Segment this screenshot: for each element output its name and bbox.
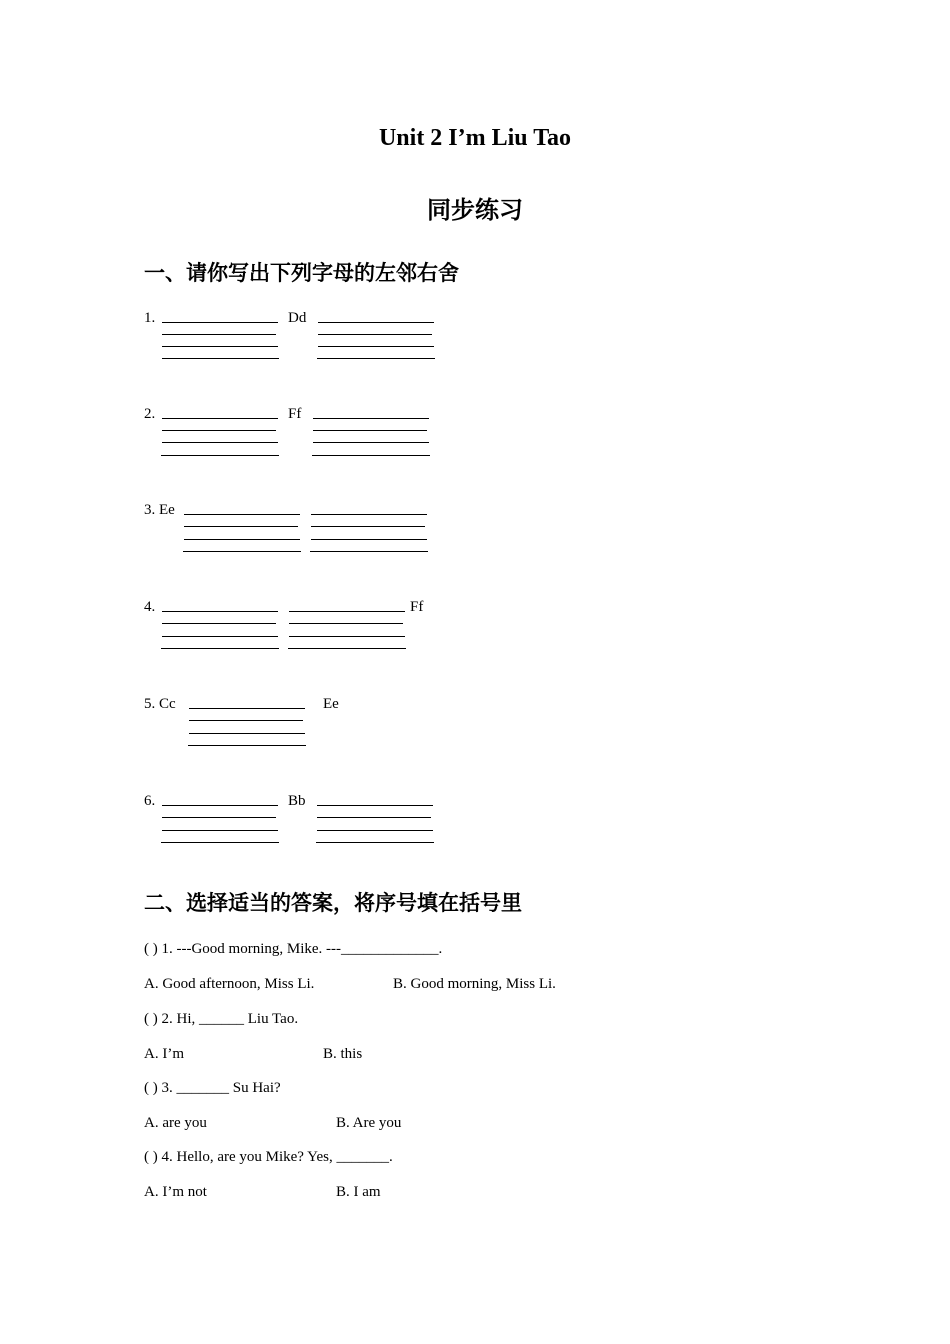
exercise-number: 4. [144, 599, 156, 615]
exercise-number: 6. [144, 793, 156, 809]
blank-line[interactable] [289, 636, 405, 637]
blank-line[interactable] [317, 358, 435, 359]
given-letter: Ff [410, 599, 424, 615]
blank-line[interactable] [162, 817, 276, 818]
question-stem: ( ) 3. _______ Su Hai? [144, 1080, 281, 1096]
blank-line[interactable] [183, 551, 301, 552]
blank-line[interactable] [189, 720, 303, 721]
option-a[interactable]: A. I’m not [144, 1184, 207, 1200]
page-subtitle: 同步练习 [427, 196, 523, 224]
blank-line[interactable] [313, 430, 427, 431]
given-letter: Bb [288, 793, 306, 809]
blank-line[interactable] [184, 514, 300, 515]
blank-line[interactable] [162, 322, 278, 323]
option-b[interactable]: B. I am [336, 1184, 381, 1200]
blank-line[interactable] [161, 842, 279, 843]
blank-line[interactable] [312, 455, 430, 456]
given-letter: Ee [323, 696, 339, 712]
blank-line[interactable] [313, 442, 429, 443]
blank-line[interactable] [317, 830, 433, 831]
blank-line[interactable] [311, 539, 427, 540]
blank-line[interactable] [316, 842, 434, 843]
option-a[interactable]: A. are you [144, 1115, 207, 1131]
blank-line[interactable] [318, 346, 434, 347]
blank-line[interactable] [310, 551, 428, 552]
blank-line[interactable] [318, 334, 432, 335]
exercise-number: 5. Cc [144, 696, 176, 712]
blank-line[interactable] [318, 322, 434, 323]
blank-line[interactable] [317, 817, 431, 818]
blank-line[interactable] [184, 539, 300, 540]
option-a[interactable]: A. Good afternoon, Miss Li. [144, 976, 315, 992]
blank-line[interactable] [162, 358, 279, 359]
exercise-number: 2. [144, 406, 156, 422]
given-letter: Ff [288, 406, 302, 422]
blank-line[interactable] [162, 611, 278, 612]
blank-line[interactable] [161, 455, 279, 456]
blank-line[interactable] [289, 611, 405, 612]
section1-heading: 一、请你写出下列字母的左邻右舍 [144, 261, 459, 285]
blank-line[interactable] [189, 733, 305, 734]
blank-line[interactable] [317, 805, 433, 806]
blank-line[interactable] [161, 648, 279, 649]
blank-line[interactable] [162, 442, 278, 443]
exercise-number: 3. Ee [144, 502, 175, 518]
section2-heading: 二、选择适当的答案，将序号填在括号里 [144, 891, 522, 915]
blank-line[interactable] [184, 526, 298, 527]
blank-line[interactable] [162, 830, 278, 831]
blank-line[interactable] [188, 745, 306, 746]
option-b[interactable]: B. Good morning, Miss Li. [393, 976, 556, 992]
blank-line[interactable] [288, 648, 406, 649]
blank-line[interactable] [162, 334, 276, 335]
blank-line[interactable] [162, 805, 278, 806]
page-title: Unit 2 I’m Liu Tao [378, 125, 572, 151]
question-stem: ( ) 2. Hi, ______ Liu Tao. [144, 1011, 299, 1027]
blank-line[interactable] [162, 623, 276, 624]
exercise-number: 1. [144, 310, 156, 326]
blank-line[interactable] [189, 708, 305, 709]
blank-line[interactable] [311, 514, 427, 515]
option-a[interactable]: A. I’m [144, 1046, 184, 1062]
blank-line[interactable] [162, 636, 278, 637]
blank-line[interactable] [289, 623, 403, 624]
blank-line[interactable] [313, 418, 429, 419]
option-b[interactable]: B. Are you [336, 1115, 402, 1131]
blank-line[interactable] [162, 418, 278, 419]
given-letter: Dd [288, 310, 307, 326]
question-stem: ( ) 4. Hello, are you Mike? Yes, _______. [144, 1149, 393, 1165]
option-b[interactable]: B. this [323, 1046, 363, 1062]
blank-line[interactable] [311, 526, 425, 527]
blank-line[interactable] [162, 430, 276, 431]
question-stem: ( ) 1. ---Good morning, Mike. ---_____________. [144, 941, 443, 957]
blank-line[interactable] [162, 346, 278, 347]
